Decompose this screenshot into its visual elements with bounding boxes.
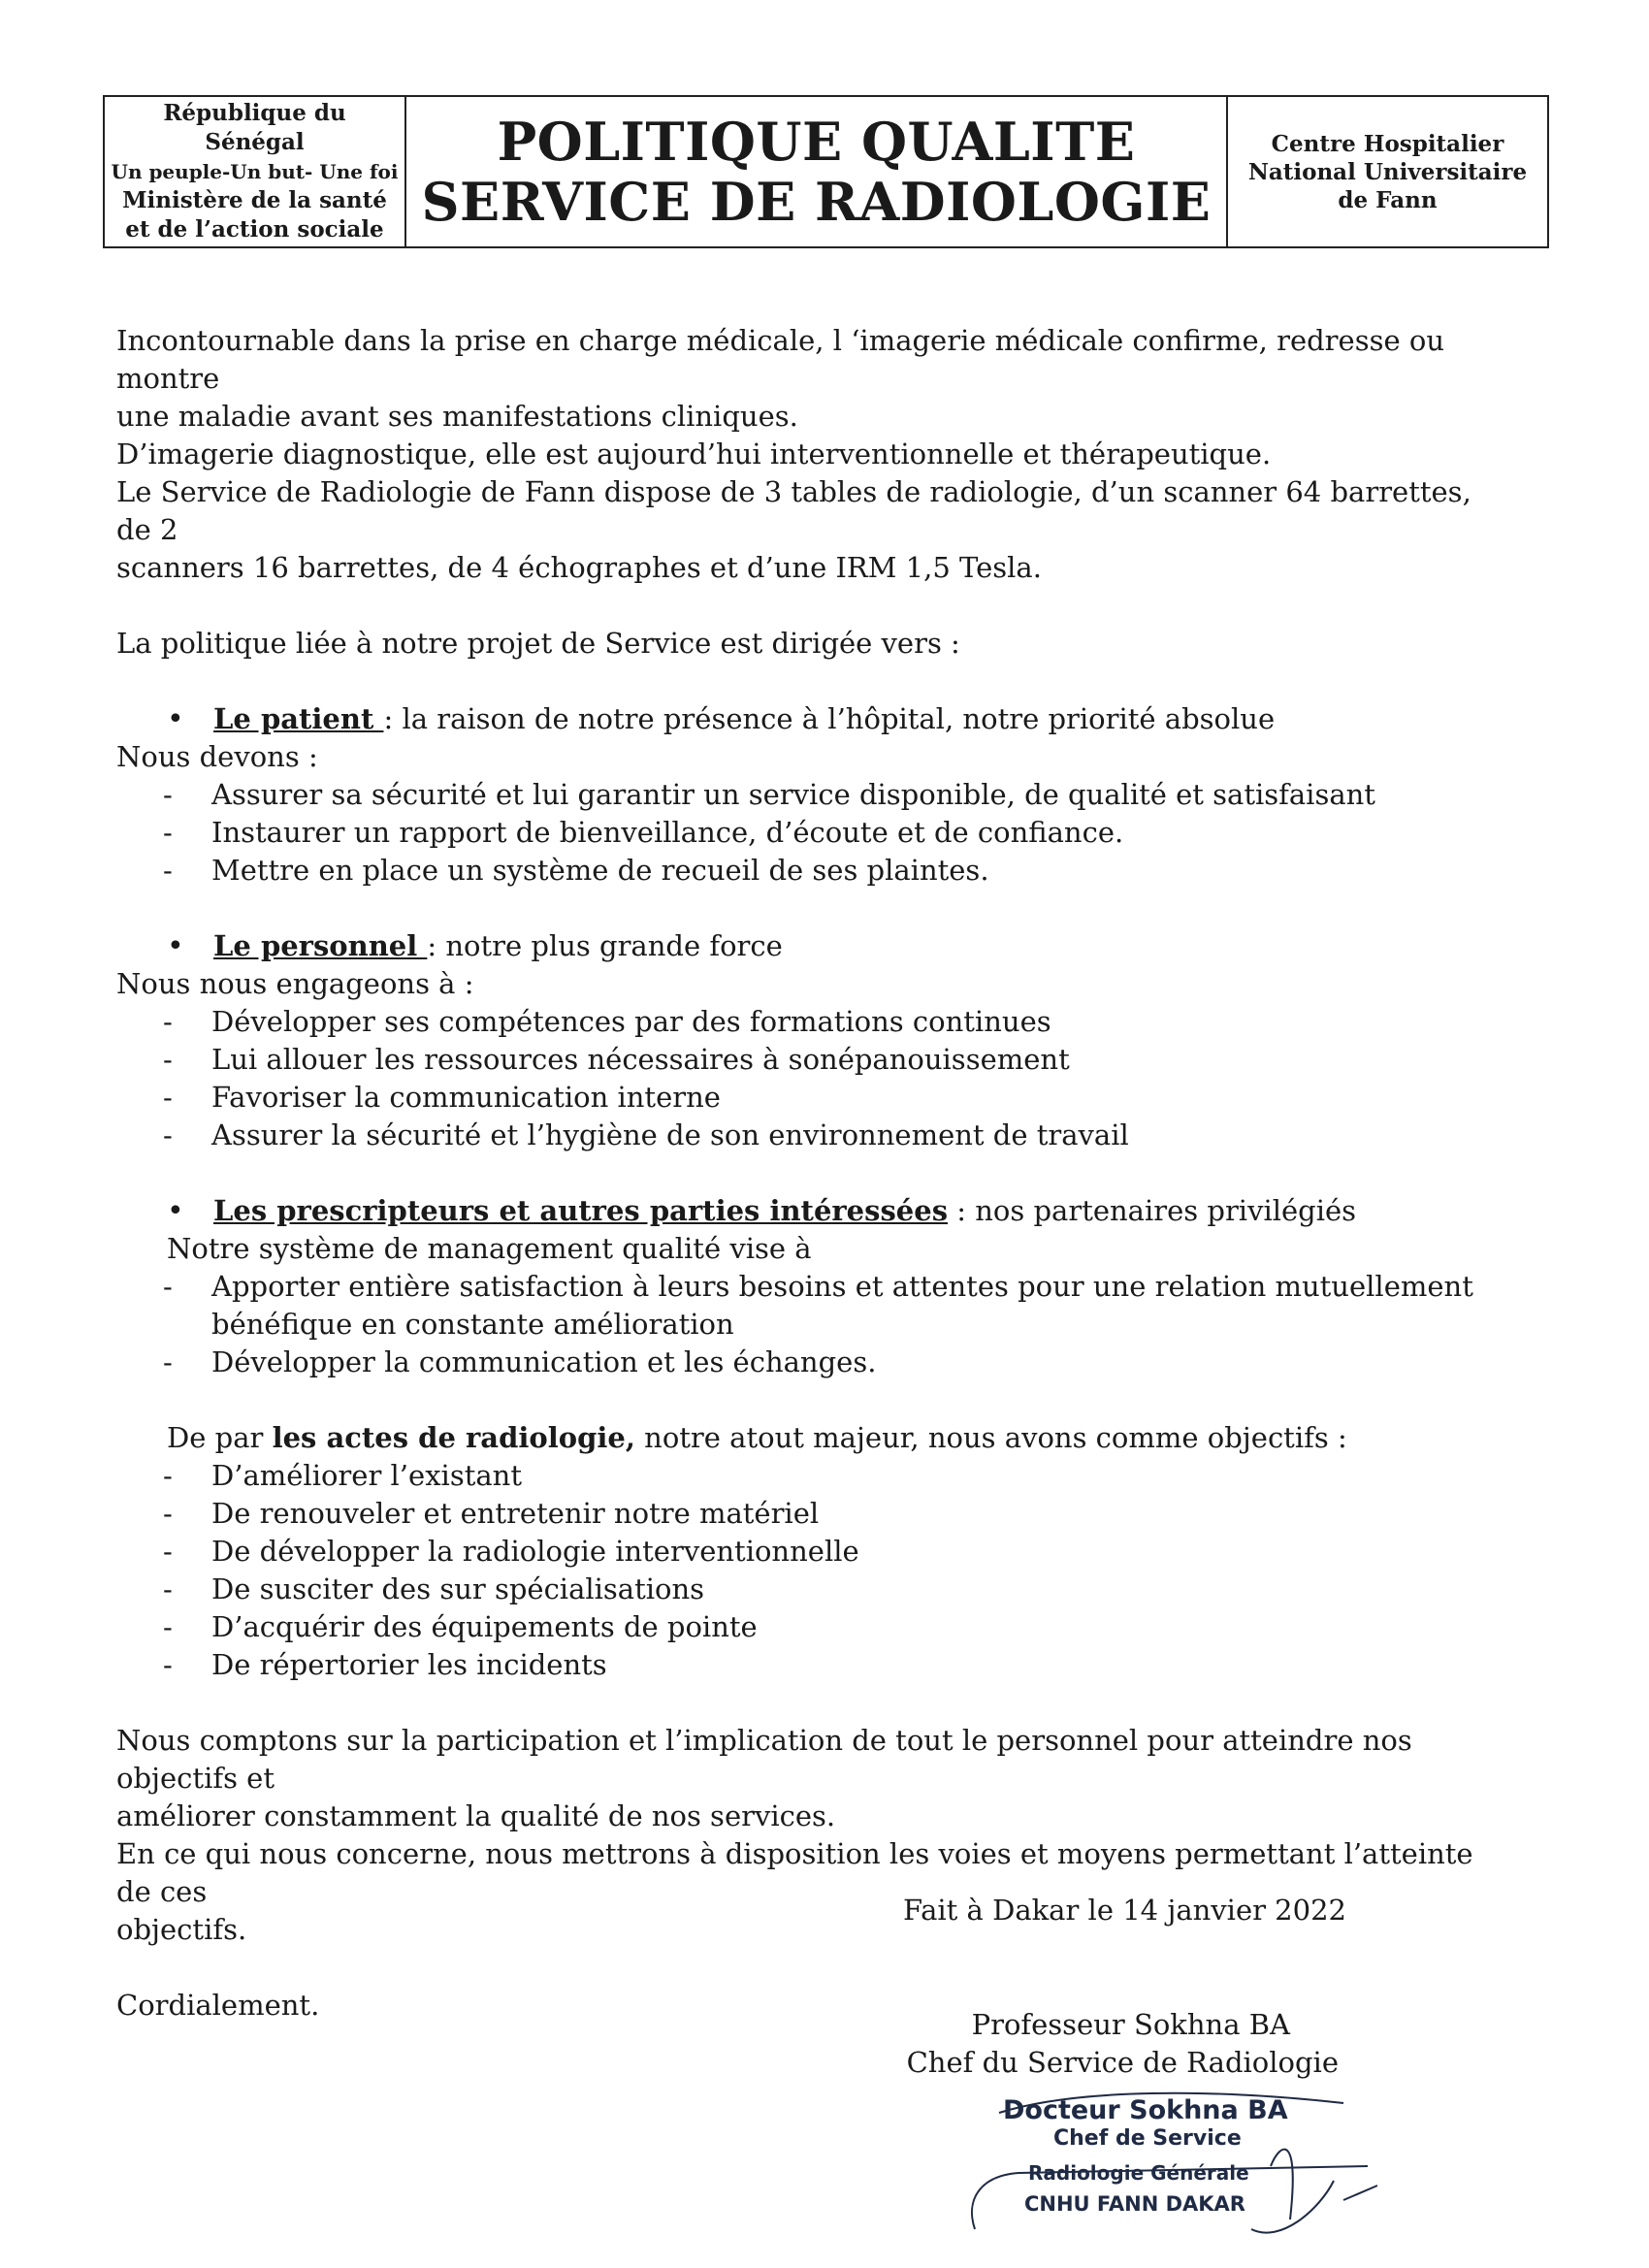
- closing-line: En ce qui nous concerne, nous mettrons à disposition les voies et moyens permettant l’atteinte de ces: [116, 1837, 1473, 1908]
- hospital-name-line2: National Universitaire: [1247, 158, 1528, 185]
- section-description: : notre plus grande force: [427, 929, 783, 962]
- dash-icon: -: [163, 854, 173, 887]
- greeting: Cordialement.: [116, 1989, 320, 2022]
- country-name-line1: République du: [163, 100, 346, 126]
- intro-line: une maladie avant ses manifestations cliniques.: [116, 400, 798, 433]
- dash-icon: -: [163, 1345, 173, 1378]
- intro-line: Le Service de Radiologie de Fann dispose de 3 tables de radiologie, d’un scanner 64 barrettes, de 2: [116, 475, 1471, 546]
- official-stamp: [960, 2084, 1387, 2249]
- bullet-icon: •: [167, 1194, 184, 1228]
- signatory-role: Chef du Service de Radiologie: [906, 2046, 1339, 2079]
- section-description: : la raison de notre présence à l’hôpital, notre priorité absolue: [383, 702, 1276, 735]
- ministry-line2: et de l’action sociale: [125, 216, 384, 243]
- list-item: - De répertorier les incidents: [163, 1646, 1513, 1684]
- hospital-name-line3: de Fann: [1338, 186, 1438, 213]
- list-item: - Instaurer un rapport de bienveillance, d’écoute et de confiance.: [163, 814, 1513, 852]
- list-item: - Développer la communication et les échanges.: [163, 1344, 1513, 1381]
- header-title-cell: [406, 97, 1228, 246]
- list-item: - Lui allouer les ressources nécessaires à sonépanouissement: [163, 1041, 1513, 1079]
- section-patient-heading: [167, 700, 1513, 738]
- closing-line: améliorer constamment la qualité de nos services.: [116, 1799, 836, 1832]
- list-item: - De susciter des sur spécialisations: [163, 1571, 1513, 1608]
- patient-commitments-list: [116, 776, 1513, 890]
- dash-icon: -: [163, 1459, 173, 1492]
- prescribers-commitments-list: [116, 1268, 1513, 1381]
- dash-icon: -: [163, 1005, 173, 1038]
- dash-icon: -: [163, 1043, 173, 1076]
- section-lead: Nous devons :: [116, 740, 318, 773]
- document-body: [116, 322, 1513, 2025]
- dash-icon: -: [163, 1648, 173, 1681]
- stamp-line: Radiologie Générale: [1028, 2161, 1249, 2185]
- stamp-line: CNHU FANN DAKAR: [1024, 2192, 1245, 2216]
- policy-intro: La politique liée à notre projet de Service est dirigée vers :: [116, 627, 960, 660]
- list-item: - De renouveler et entretenir notre matériel: [163, 1495, 1513, 1533]
- date-line: Fait à Dakar le 14 janvier 2022: [902, 1894, 1346, 1927]
- dash-icon: -: [163, 1497, 173, 1530]
- bullet-icon: •: [167, 929, 184, 963]
- stamp-line: Chef de Service: [1053, 2126, 1242, 2151]
- header-right-cell: [1228, 97, 1547, 246]
- country-name-line2: Sénégal: [205, 129, 305, 155]
- personnel-commitments-list: [116, 1003, 1513, 1154]
- header-left-cell: [105, 97, 406, 246]
- section-lead: Nous nous engageons à :: [116, 967, 474, 1000]
- list-item: - D’acquérir des équipements de pointe: [163, 1608, 1513, 1646]
- section-prescribers-heading: [167, 1192, 1513, 1230]
- section-personnel-heading: [167, 927, 1513, 965]
- dash-icon: -: [163, 1081, 173, 1114]
- list-item: - Développer ses compétences par des formations continues: [163, 1003, 1513, 1041]
- signatory-name: Professeur Sokhna BA: [971, 2008, 1290, 2041]
- hospital-name-line1: Centre Hospitalier: [1271, 130, 1504, 157]
- dash-icon: -: [163, 1535, 173, 1568]
- document-title-line2: SERVICE DE RADIOLOGIE: [421, 171, 1212, 233]
- dash-icon: -: [163, 778, 173, 811]
- list-item: - Mettre en place un système de recueil de ses plaintes.: [163, 852, 1513, 890]
- dash-icon: -: [163, 1270, 173, 1303]
- document-title-line1: POLITIQUE QUALITE: [497, 111, 1136, 173]
- objectives-lead: De par les actes de radiologie, notre atout majeur, nous avons comme objectifs :: [167, 1421, 1347, 1454]
- section-description: : nos partenaires privilégiés: [948, 1194, 1357, 1227]
- bullet-icon: •: [167, 702, 184, 736]
- list-item: - Apporter entière satisfaction à leurs besoins et attentes pour une relation mutuellement bénéfique en constante amélioration: [163, 1268, 1513, 1344]
- header-table: [103, 95, 1549, 248]
- list-item: - Assurer la sécurité et l’hygiène de son environnement de travail: [163, 1117, 1513, 1154]
- list-item: - Favoriser la communication interne: [163, 1079, 1513, 1117]
- ministry-line1: Ministère de la santé: [122, 187, 387, 213]
- closing-line: objectifs.: [116, 1913, 247, 1946]
- objectives-list: [116, 1457, 1513, 1684]
- stamp-line: Docteur Sokhna BA: [1003, 2095, 1288, 2125]
- dash-icon: -: [163, 1610, 173, 1643]
- section-title: Le personnel: [213, 929, 428, 962]
- national-motto: Un peuple-Un but- Une foi: [111, 160, 399, 183]
- dash-icon: -: [163, 816, 173, 849]
- section-lead: Notre système de management qualité vise à: [167, 1232, 812, 1265]
- section-title: Les prescripteurs et autres parties intéressées: [213, 1194, 949, 1227]
- dash-icon: -: [163, 1572, 173, 1605]
- intro-line: D’imagerie diagnostique, elle est aujourd’hui interventionnelle et thérapeutique.: [116, 437, 1272, 470]
- closing-line: Nous comptons sur la participation et l’implication de tout le personnel pour atteindre nos objectifs et: [116, 1724, 1412, 1795]
- intro-line: scanners 16 barrettes, de 4 échographes et d’une IRM 1,5 Tesla.: [116, 551, 1042, 584]
- dash-icon: -: [163, 1118, 173, 1151]
- list-item: - De développer la radiologie interventionnelle: [163, 1533, 1513, 1571]
- list-item: - Assurer sa sécurité et lui garantir un service disponible, de qualité et satisfaisant: [163, 776, 1513, 814]
- section-title: Le patient: [213, 702, 384, 735]
- intro-line: Incontournable dans la prise en charge médicale, l ‘imagerie médicale confirme, redresse ou montre: [116, 324, 1444, 395]
- list-item: - D’améliorer l’existant: [163, 1457, 1513, 1495]
